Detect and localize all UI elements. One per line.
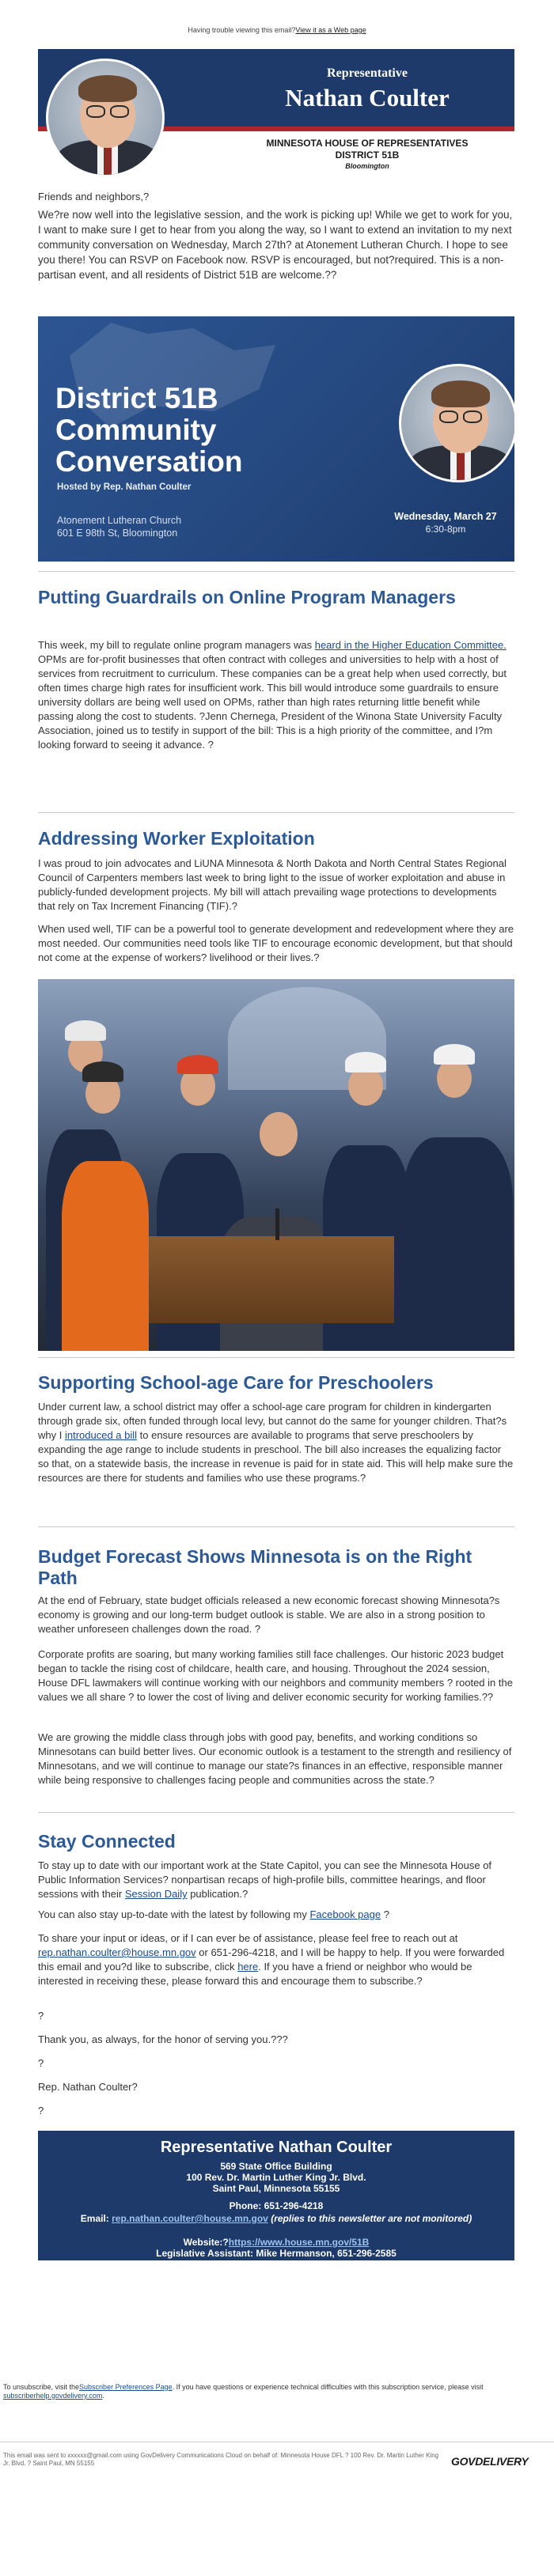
workers-press-conference-photo [38,979,514,1351]
email-link[interactable]: rep.nathan.coulter@house.mn.gov [38,1946,196,1958]
worker-heading: Addressing Worker Exploitation [38,828,315,849]
connected-contact-text-a: To share your input or ideas, or if I can ever be of assistance, please feel free to reach out at [38,1932,458,1944]
header-rep-name: Nathan Coulter [285,84,450,112]
connected-paragraph-2 [38,1908,514,1922]
unsub-text-b: . If you have questions or experience technical difficulties with this subscription service, please visit [172,2383,484,2391]
footer-office: 569 State Office Building [220,2161,332,2172]
connected-fb-text-b: ? [381,1908,389,1920]
spacer-1: ? [38,2010,44,2022]
header-house-line2: DISTRICT 51B [335,149,400,161]
preheader-text: Having trouble viewing this email? [188,26,296,34]
newsletter-header [38,49,514,183]
footer-email-link[interactable]: rep.nathan.coulter@house.mn.gov [112,2213,268,2224]
opm-text-a: This week, my bill to regulate online program managers was [38,639,315,651]
banner-title-line3: Conversation [55,445,243,478]
view-as-webpage-link[interactable]: View it as a Web page [295,26,366,34]
connected-paragraph-3 [38,1931,514,1988]
connected-contact-text-b: or 651-296-4218, and I will be happy to help. If you were forwarded this email and you?d like to subscribe, click [38,1946,505,1973]
section-divider [38,1812,514,1813]
worker-paragraph-2: When used well, TIF can be a powerful tool to generate development and redevelopment where they are most needed. Our communities need tools like TIF to encourage economic development, but that should not come at the expense of workers? livelihood or their lives.? [38,923,514,963]
banner-portrait [399,364,514,482]
subscribe-here-link[interactable]: here [237,1961,259,1973]
footer-website-label: Website:? [183,2237,229,2248]
footer-city: Saint Paul, Minnesota 55155 [212,2183,340,2194]
banner-title-line1: District 51B [55,382,218,414]
connected-contact-text-c: . If you have a friend or neighbor who would be interested in receiving these, please forward this and encourage them to subscribe.? [38,1961,472,1987]
session-daily-link[interactable]: Session Daily [124,1888,188,1900]
banner-date: Wednesday, March 27 [394,511,497,522]
connected-fb-text-a: You can also stay up-to-date with the latest by following my [38,1908,310,1920]
school-text-b: to ensure resources are available to programs that serve preschoolers by expanding the age range to include students in preschool. The bill also increases the equalizing factor so that, on a statewide basis, the increase in revenue is paid for in state aid. This will help make sure the resources are there for students and families who use these programs.? [38,1429,514,1484]
banner-location [57,514,181,539]
intro-paragraph: We?re now well into the legislative session, and the work is picking up! While we get to work for you, I want to make sure I get to hear from you along the way, so I want to extend an invitation to my next community conversation on Wednesday, March 27th? at Atonement Lutheran Church. I hope to see you there! You can RSVP on Facebook now. RSVP is encouraged, but not?required. This is a non-partisan event, and all residents of District 51B are welcome.?? [38,209,513,281]
banner-time: 6:30-8pm [425,524,466,535]
unsub-text-a: To unsubscribe, visit the [3,2383,80,2391]
section-divider [38,812,514,813]
thanks-line: Thank you, as always, for the honor of serving you.??? [38,2033,288,2045]
connected-paragraph-1 [38,1859,514,1901]
section-divider [38,1357,514,1358]
school-paragraph [38,1400,514,1485]
opm-heading: Putting Guardrails on Online Program Managers [38,587,456,607]
budget-paragraph-1: At the end of February, state budget officials released a new economic forecast showing Minnesota?s economy is growing and our long-term budget outlook is stable. We are also in a strong position to weather unforeseen challenges down the road. ? [38,1594,500,1635]
unsub-text-c: . [102,2392,104,2400]
podium [149,1236,394,1323]
representative-portrait [46,59,165,177]
budget-paragraph-2: Corporate profits are soaring, but many working families still face challenges. Our historic 2023 budget began to tackle the rising cost of childcare, health care, and housing. Throughout the 2024 session, House DFL lawmakers will continue working with our neighbors and community members ? rooted in the values we all share ? to lower the cost of living and deliver economic security for working families.?? [38,1648,513,1703]
introduced-bill-link[interactable]: introduced a bill [64,1429,138,1441]
govdelivery-notice: This email was sent to xxxxxx@gmail.com using GovDelivery Communications Cloud on behalf of: Minnesota House DFL ? 100 Rev. Dr. Martin Luther King Jr. Blvd. ? Saint Paul, MN 55155 [3,2452,439,2467]
contact-footer [38,2131,514,2260]
footer-street: 100 Rev. Dr. Martin Luther King Jr. Blvd. [186,2172,366,2183]
footer-name: Representative Nathan Coulter [160,2139,393,2156]
header-house-line1: MINNESOTA HOUSE OF REPRESENTATIVES [266,138,469,149]
budget-heading: Budget Forecast Shows Minnesota is on the Right Path [38,1546,472,1588]
opm-text-b: OPMs are for-profit businesses that often contract with colleges and universities to help with a host of services from recruitment to curriculum. These companies can be a great help when used correctly, but often times charge high rates for insufficient work. This bill would introduce some guardrails to ensure university dollars are being well used on OPMs, rather than high rates returning little benefit while passing along the cost to students. ?Jenn Chernega, President of the Winona State University Faculty Association, joined us to testify in support of the bill: This is a high priority of the committee, and I?m looking forward to seeing it advance. ? [38,653,507,751]
section-divider [38,1526,514,1527]
preheader [0,26,554,34]
opm-paragraph [38,638,514,752]
spacer-3: ? [38,2105,44,2116]
connected-text-a: To stay up to date with our important work at the State Capitol, you can see the Minnesota House of Public Information Services? nonpartisan recaps of high-profile bills, committee hearings, and floor sessions with their [38,1859,492,1900]
school-text-a: Under current law, a school district may offer a school-age care program for children in kindergarten through grade six, often funded through local levy, but cannot do the same for younger children. That?s why I [38,1401,507,1441]
greeting: Friends and neighbors,? [38,191,150,202]
banner-host: Hosted by Rep. Nathan Coulter [57,482,192,492]
unsubscribe-notice [3,2383,551,2400]
facebook-page-link[interactable]: Facebook page [309,1908,381,1920]
connected-heading: Stay Connected [38,1831,176,1852]
signature: Rep. Nathan Coulter? [38,2081,138,2093]
header-town: Bloomington [345,162,389,170]
footer-website-link[interactable]: https://www.house.mn.gov/51B [228,2237,370,2248]
connected-text-b: publication.? [187,1888,249,1900]
footer-email-label: Email: [80,2213,112,2224]
school-heading: Supporting School-age Care for Preschoolers [38,1372,434,1393]
header-rep-label: Representative [327,66,408,80]
worker-paragraph-1: I was proud to join advocates and LiUNA Minnesota & North Dakota and North Central States Regional Council of Carpenters members last week to bring light to the issue of worker exploitation and abuse in publicly-funded development projects. My bill will attach prevailing wage protections to developments that rely on Tax Increment Financing (TIF).? [38,857,507,912]
microphone [275,1209,279,1240]
banner-title-line2: Community [55,414,217,446]
spacer-2: ? [38,2057,44,2069]
header-house-info [220,138,514,161]
footer-website-line [38,2237,514,2248]
community-conversation-banner [38,316,514,562]
banner-location-line1: Atonement Lutheran Church [57,515,182,526]
footer-email-note: (replies to this newsletter are not monitored) [268,2213,472,2224]
section-divider [38,571,514,572]
banner-location-line2: 601 E 98th St, Bloomington [57,528,178,539]
footer-email-line [38,2213,514,2224]
subscriber-preferences-link[interactable]: Subscriber Preferences Page [79,2383,173,2391]
footer-assistant: Legislative Assistant: Mike Hermanson, 651-296-2585 [156,2248,397,2259]
govdelivery-logo[interactable]: GOVDELIVERY [451,2455,529,2468]
footer-phone: Phone: 651-296-4218 [229,2200,324,2211]
higher-ed-committee-link[interactable]: heard in the Higher Education Committee. [314,639,507,651]
budget-paragraph-3: We are growing the middle class through jobs with good pay, benefits, and working conditions so Minnesotans can build better lives. Our economic outlook is a testament to the strength and resiliency of Minnesotans, and we will continue to manage our state?s finances in an effective, responsible manner while being responsive to challenges facing people and communities across the state.? [38,1731,512,1786]
subscriber-help-link[interactable]: subscriberhelp.govdelivery.com [3,2392,103,2400]
banner-title [55,383,242,478]
